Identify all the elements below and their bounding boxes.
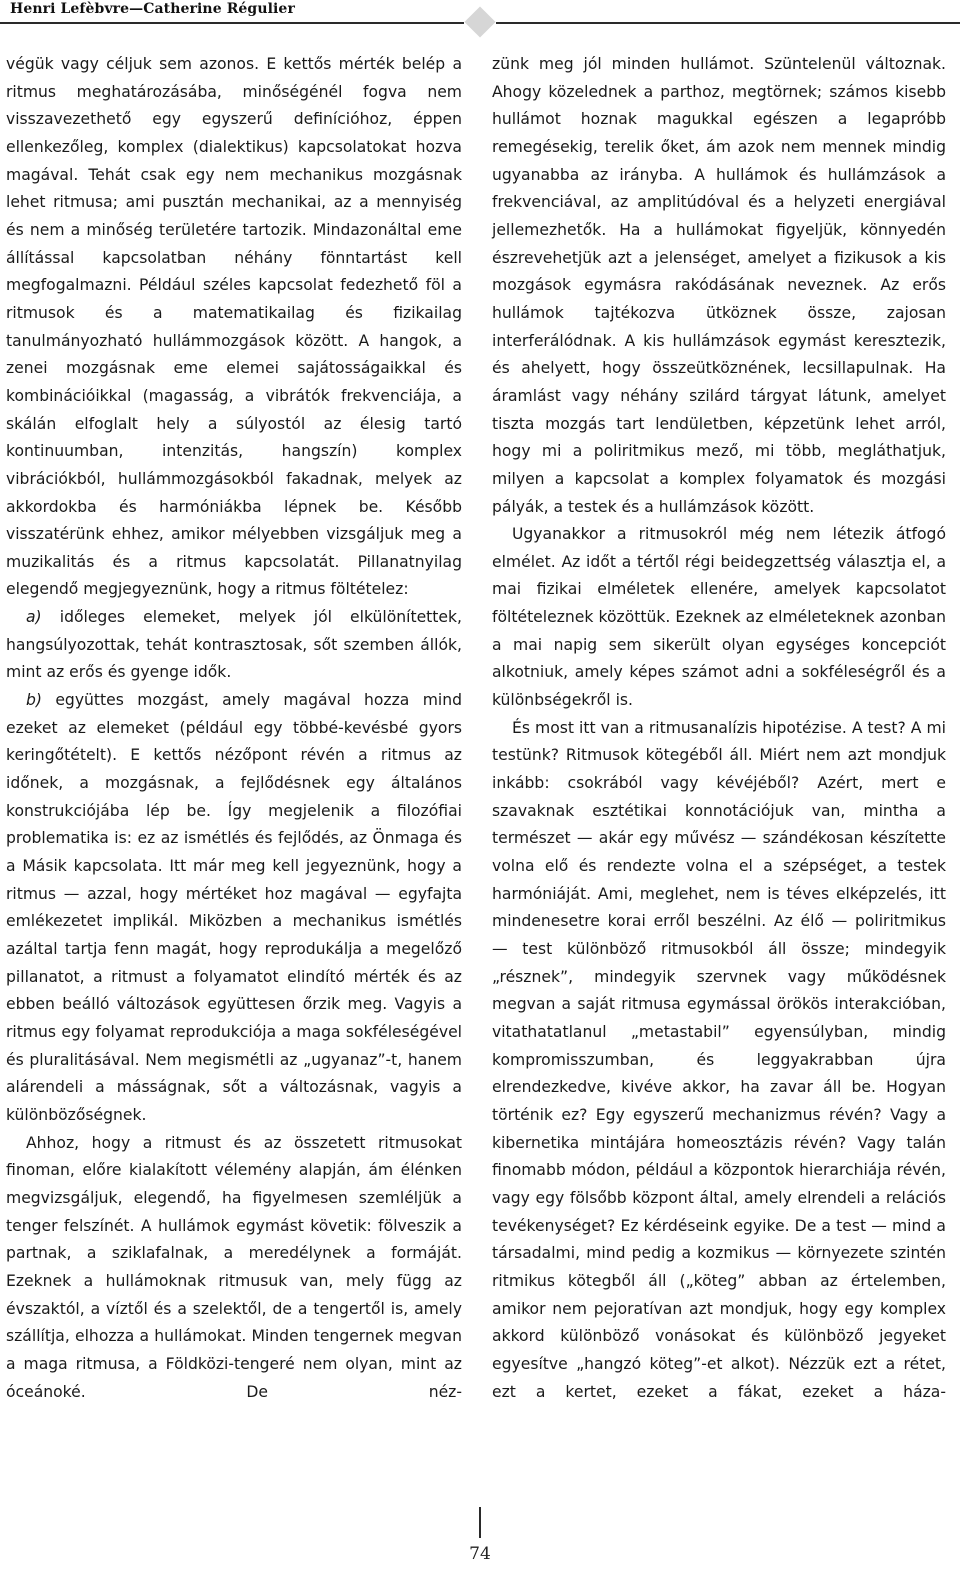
header-rule-left bbox=[0, 22, 464, 24]
list-item-b-text: együttes mozgást, amely magával hozza mind ezeket az elemeket (például egy többé-kevésbé gyors keringőtételt). E kettős nézőpont révén a ritmus az időnek, a mozgásnak, a fejlődésnek egy általános konstrukciójába lép be. Így megjelenik a filozófiai problematika is: ez az ismétlés és fejlődés, az Önmaga és a Másik kapcsolata. Itt már meg kell jegyeznünk, hogy a ritmus — azzal, hogy mértéket hoz magával — egyfajta emlékezetet implikál. Miközben a mechanikus ismétlés azáltal tartja fenn magát, hogy reprodukálja a megelőző pillanatot, a ritmust a folyamatot elindító mérték és az ebben beálló változások együttesen őrzik meg. Vagyis a ritmus egy folyamat reprodukciója a maga sokféleségével és pluralitásával. Nem megismétli az „ugyanaz”-t, hanem alárendeli a másságnak, sőt a változásnak, vagyis a különbözőségnek. bbox=[6, 691, 462, 1124]
right-paragraph-2: Ugyanakkor a ritmusokról még nem létezik átfogó elmélet. Az időt a tértől régi beidegzettség választja el, a mai fizikai elméletek ellenére, amelyek kapcsolatot föltételeznek közöttük. Ezeknek az elméleteknek azonban a mai napig sem sikerült olyan egységes koncepciót alkotniuk, amely képes számot adni a sokféleségről és a különbségekről is. bbox=[492, 525, 946, 710]
list-item-b bbox=[6, 687, 462, 1130]
right-paragraph-3: És most itt van a ritmusanalízis hipotézise. A test? A mi testünk? Ritmusok kötegéből áll. Miért nem azt mondjuk inkább: csokrából vagy kévéjéből? Azért, mert e szavaknak esztétikai konnotációjuk van, mintha a természet — akár egy művész — szándékosan készítette volna elő és rendezte volna el a szépséget, a testek harmóniáját. Ami, meglehet, nem is téves elképzelés, itt mindenesetre korai erről beszélni. Az élő — poliritmikus — test különböző ritmusokból áll össze; mindegyik „résznek”, mindegyik szervnek vagy működésnek megvan a saját ritmusa egymással örökös interakcióban, vitathatatlanul „metastabil” egyensúlyban, mindig kompromisszumban, és leggyakrabban újra elrendezkedve, kivéve akkor, ha zavar áll be. Hogyan történik ez? Egy egyszerű mechanizmus révén? Vagy a kibernetika mintájára homeosztázis révén? Vagy talán finomabb módon, például a központok hierarchiája révén, vagy egy fölsőbb központ által, amely elrendeli a relációs tevékenységet? Ez kérdéseink egyike. De a test — mind a társadalmi, mind pedig a kozmikus — környezete szintén ritmikus kötegből áll („köteg” abban az értelemben, amikor nem pejoratívan azt mondjuk, hogy egy komplex akkord különböző vonásokat és különböző jegyeket egyesítve „hangzó köteg”-et alkot). Nézzük ezt a rétet, ezt a kertet, ezeket a fákat, ezeket a háza- bbox=[492, 718, 946, 1401]
list-item-a-text: időleges elemeket, melyek jól elkülönítettek, hangsúlyozottak, tehát kontrasztosak, sőt szemben állók, mint az erős és gyenge idők. bbox=[6, 608, 462, 682]
left-paragraph-2: Ahhoz, hogy a ritmust és az összetett ritmusokat finoman, előre kialakított vélemény alapján, ám élénken megvizsgáljuk, elegendő, ha figyelmesen szemléljük a tenger felszínét. A hullámok egymást követik: fölveszik a partnak, a sziklafalnak, a meredélynek a formáját. Ezeknek a hullámoknak ritmusuk van, mely függ az évszaktól, a víztől és a szelektől, de a tengertől is, amely szállítja, elhozza a hullámokat. Minden tengernek megvan a maga ritmusa, a Földközi-tengeré nem olyan, mint az óceánoké. De néz- bbox=[6, 1133, 462, 1401]
running-title: Henri Lefèbvre—Catherine Régulier bbox=[10, 1, 295, 17]
header-diamond-ornament bbox=[464, 6, 495, 37]
folio-rule bbox=[479, 1507, 481, 1538]
list-item-a bbox=[6, 604, 462, 687]
right-column bbox=[492, 51, 946, 1406]
left-paragraph-1: végük vagy céljuk sem azonos. E kettős mérték belép a ritmus meghatározásába, minőségénél fogva nem visszavezethető egy egyszerű definícióhoz, éppen ellenkezőleg, komplex (dialektikus) kapcsolatokat hozva magával. Tehát csak egy nem mechanikus mozgásnak lehet ritmusa; ami pusztán mechanikai, az a mennyiség és nem a minőség területére tartozik. Mindazonáltal eme állítással kapcsolatban néhány fönntartást kell megfogalmazni. Például széles kapcsolat fedezhető föl a ritmusok és a matematikailag és fizikailag tanulmányozható hullámmozgások között. A hangok, a zenei mozgásnak eme elemei sajátosságaikkal és kombinációikkal (magasság, a vibrátók frekvenciája, a skálán elfoglalt hely a súlyostól az élesig tartó kontinuumban, intenzitás, hangszín) komplex vibrációkból, hullámmozgásokból fakadnak, melyek az akkordokba és harmóniákba lépnek be. Később visszatérünk ehhez, amikor mélyebben vizsgáljuk meg a muzikalitás és a ritmus kapcsolatát. Pillanatnyilag elegendő megjegyeznünk, hogy a ritmus föltételez: bbox=[6, 55, 462, 599]
list-item-a-label: a) bbox=[26, 608, 42, 627]
right-paragraph-1: zünk meg jól minden hullámot. Szüntelenül változnak. Ahogy közelednek a parthoz, megtörnek; számos kisebb hullámot hoznak magukkal egészen a legapróbb remegésekig, terelik őket, ám azok nem mennek mindig ugyanabba az irányba. A hullámok és hullámzások a frekvenciával, az amplitúdóval és a helyzeti energiával jellemezhetők. Ha a hullámokat figyeljük, könnyedén észrevehetjük azt a jelenséget, amelyet a fizikusok a kis mozgások egymásra rakódásának neveznek. Az erős hullámok tajtékozva ütköznek össze, zajosan interferálódnak. A kis hullámzások egymást keresztezik, és ahelyett, hogy összeütköznének, lecsillapulnak. Ha áramlást vagy néhány szilárd tárgyat látunk, amelyet tiszta mozgás tart lendületben, képzetünk lehet arról, hogy mi a poliritmikus mező, mi több, megláthatjuk, milyen a kapcsolat a komplex folyamatok és mozgási pályák, a testek és a hullámzások között. bbox=[492, 55, 946, 516]
page-number: 74 bbox=[469, 1544, 491, 1564]
left-column bbox=[6, 51, 462, 1406]
header-rule-right bbox=[496, 22, 960, 24]
list-item-b-label: b) bbox=[26, 691, 42, 710]
